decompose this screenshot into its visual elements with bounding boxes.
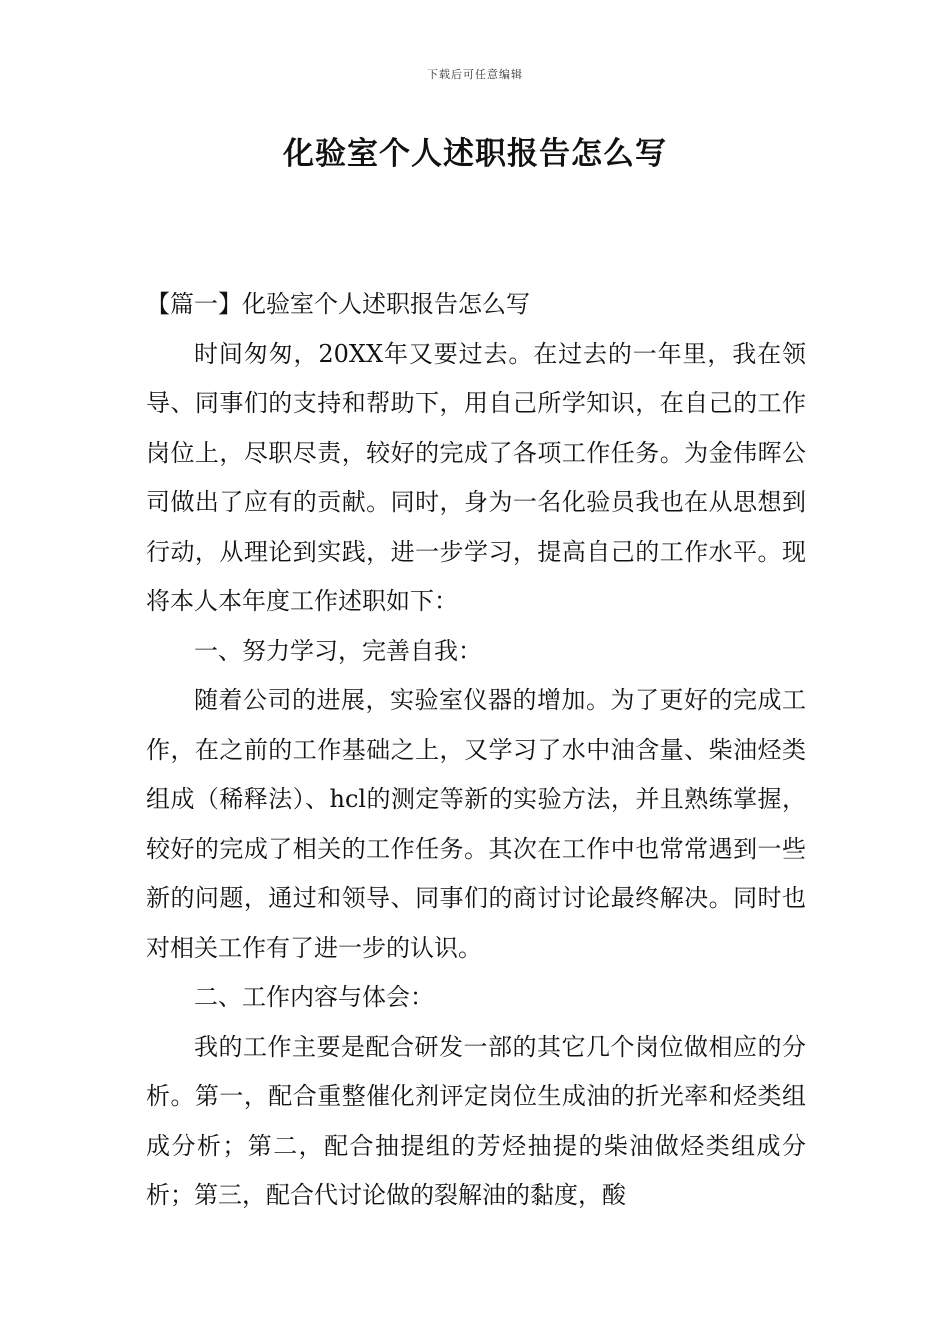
section-heading: 【篇一】化验室个人述职报告怎么写	[146, 290, 530, 318]
paragraph-intro: 时间匆匆，20XX年又要过去。在过去的一年里，我在领导、同事们的支持和帮助下，用自己所学知识，在自己的工作岗位上，尽职尽责，较好的完成了各项工作任务。为金伟晖公司做出了应有的贡献。同时，身为一名化验员我也在从思想到行动，从理论到实践，进一步学习，提高自己的工作水平。现将本人本年度工作述职如下：	[146, 339, 806, 615]
document-title: 化验室个人述职报告怎么写	[283, 136, 667, 172]
subheading-study: 一、努力学习，完善自我：	[194, 636, 482, 665]
subheading-work: 二、工作内容与体会：	[194, 983, 434, 1011]
header-note: 下载后可任意编辑	[427, 68, 523, 81]
document-body	[146, 280, 806, 1221]
paragraph-study: 随着公司的进展，实验室仪器的增加。为了更好的完成工作，在之前的工作基础之上，又学习了水中油含量、柴油烃类组成（稀释法）、hcl的测定等新的实验方法，并且熟练掌握，较好的完成了相关的工作任务。其次在工作中也常常遇到一些新的问题，通过和领导、同事们的商讨讨论最终解决。同时也对相关工作有了进一步的认识。	[146, 686, 806, 962]
paragraph-work: 我的工作主要是配合研发一部的其它几个岗位做相应的分析。第一，配合重整催化剂评定岗位生成油的折光率和烃类组成分析；第二，配合抽提组的芳烃抽提的柴油做烃类组成分析；第三，配合代讨论做的裂解油的黏度，酸	[146, 1032, 806, 1209]
